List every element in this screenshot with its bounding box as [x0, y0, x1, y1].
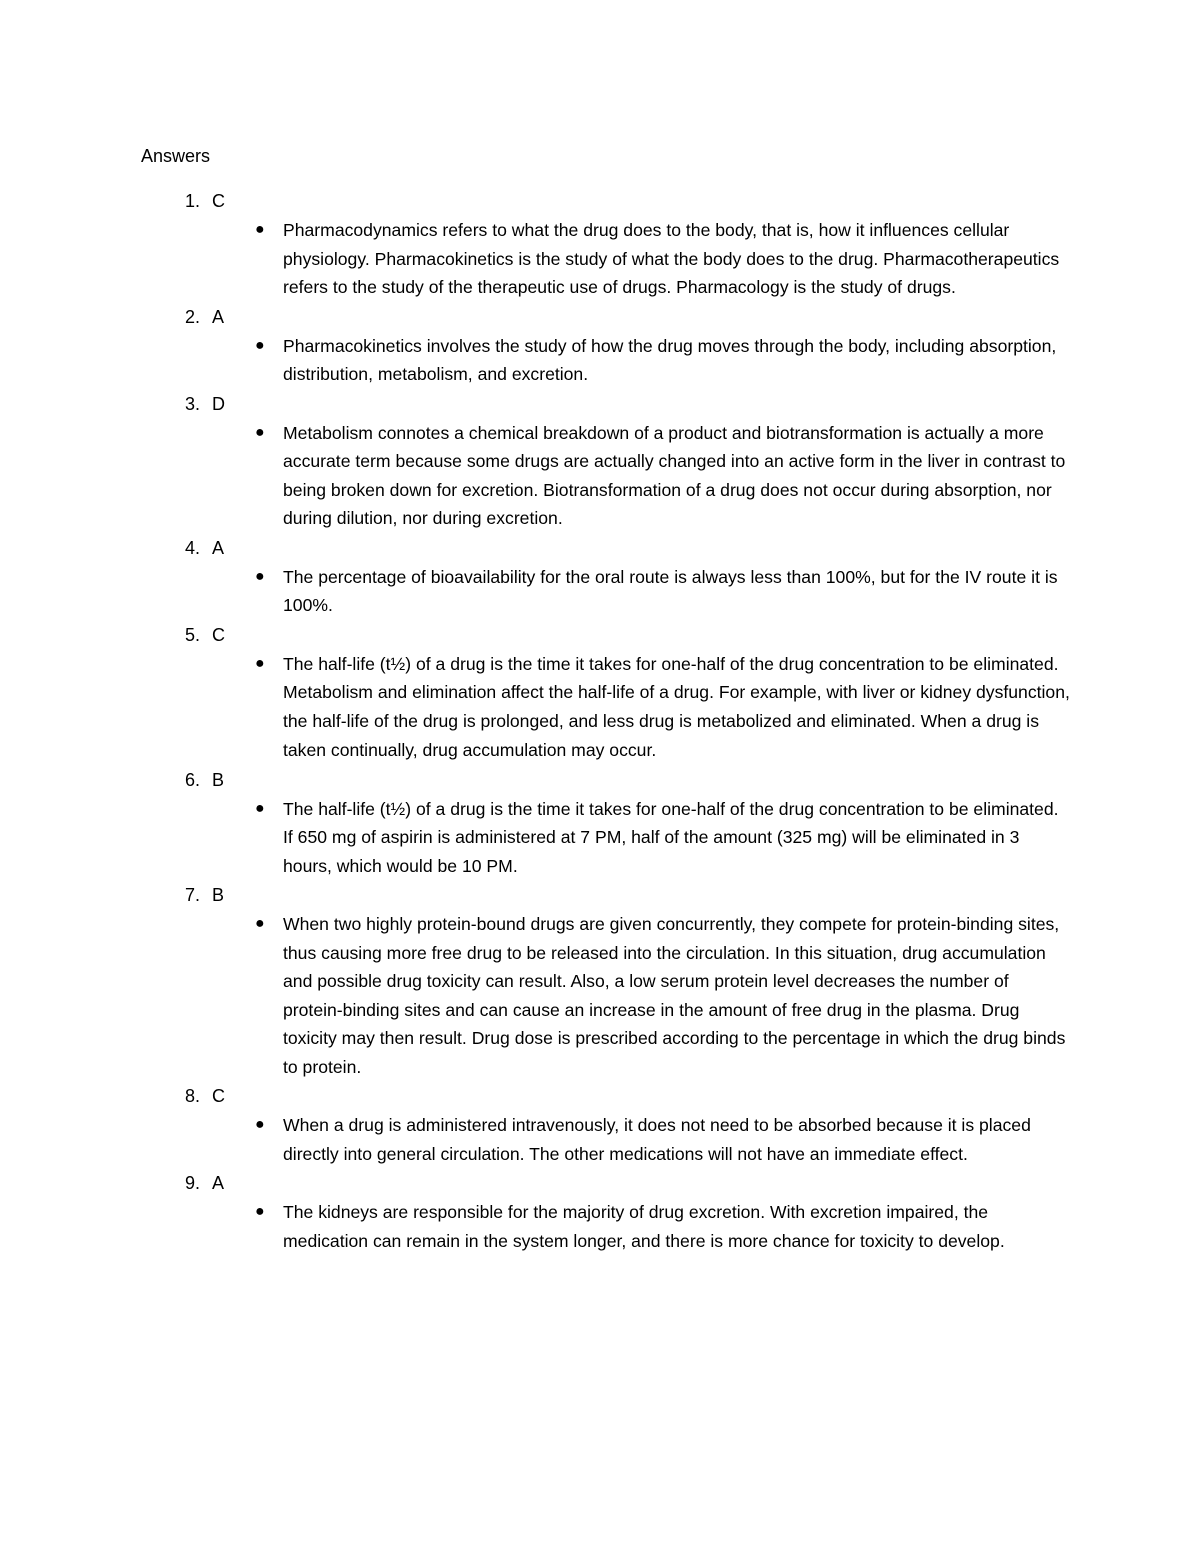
answer-item [0, 880, 1200, 1081]
bullet-icon: ● [255, 423, 265, 441]
rationale-text [255, 795, 1073, 881]
answer-letter: B [212, 885, 225, 906]
rationale-content: The percentage of bioavailability for the oral route is always less than 100%, but for the IV route it is 100%. [283, 566, 1058, 615]
answer-item [0, 186, 1200, 302]
rationale-text [255, 910, 1073, 1081]
rationale-list [0, 1111, 1200, 1168]
rationale-text [255, 563, 1073, 620]
rationale-list [0, 216, 1200, 302]
rationale-list [0, 419, 1200, 533]
answer-number: 9. [184, 1173, 200, 1194]
answer-number: 4. [184, 537, 200, 558]
document-heading: Answers [141, 146, 211, 166]
answer-item [0, 533, 1200, 620]
answer-number: 2. [184, 306, 200, 327]
rationale-content: Metabolism connotes a chemical breakdown of a product and biotransformation is actually a more accurate term because some drugs are actually changed into an active form in the liver in contrast to being broken down for excretion. Biotransformation of a drug does not occur during absorption, nor during dilution, nor during excretion. [283, 422, 1066, 528]
rationale-list [0, 795, 1200, 881]
answer-letter: D [212, 393, 225, 414]
answer-letter: A [212, 1173, 225, 1194]
answer-number: 1. [184, 191, 200, 211]
bullet-icon: ● [255, 1203, 265, 1221]
rationale-content: The kidneys are responsible for the majority of drug excretion. With excretion impaired, the medication can remain in the system longer, and there is more chance for toxicity to develop. [283, 1202, 1005, 1251]
rationale-content: When two highly protein-bound drugs are given concurrently, they compete for protein-binding sites, thus causing more free drug to be released into the circulation. In this situation, drug accumulation and possible drug toxicity can result. Also, a low serum protein level decreases the number of protein-binding sites and can cause an increase in the amount of free drug in the plasma. Drug toxicity may then result. Drug dose is prescribed according to the percentage in which the drug binds to protein. [283, 914, 1066, 1077]
rationale-list [0, 910, 1200, 1081]
rationale-list [0, 650, 1200, 765]
answer-item [0, 389, 1200, 533]
rationale-text [255, 216, 1073, 302]
answer-item [0, 1081, 1200, 1168]
rationale-content: Pharmacokinetics involves the study of how the drug moves through the body, including absorption, distribution, metabolism, and excretion. [283, 335, 1057, 384]
bullet-icon: ● [255, 654, 265, 672]
answer-item [0, 302, 1200, 389]
rationale-text [255, 419, 1073, 533]
answer-letter: C [212, 1086, 225, 1107]
answer-item [0, 620, 1200, 765]
bullet-icon: ● [255, 567, 265, 585]
answer-letter: B [212, 769, 225, 790]
rationale-content: The half-life (t½) of a drug is the time it takes for one-half of the drug concentration to be eliminated. Metabolism and elimination affect the half-life of a drug. For example, with liver or kidney dysfunction, the half-life of the drug is prolonged, and less drug is metabolized and eliminated. When a drug is taken continually, drug accumulation may occur. [283, 653, 1070, 760]
answer-number: 7. [184, 885, 200, 906]
answer-letter: C [212, 191, 225, 211]
rationale-text [255, 650, 1073, 765]
rationale-text [255, 1198, 1073, 1255]
rationale-list [0, 332, 1200, 389]
bullet-icon: ● [255, 799, 265, 817]
answer-number: 8. [184, 1086, 200, 1107]
bullet-icon: ● [255, 1116, 265, 1134]
answer-letter: A [212, 306, 225, 327]
bullet-icon: ● [255, 221, 265, 238]
answer-letter: A [212, 537, 225, 558]
answer-number: 3. [184, 393, 200, 414]
rationale-content: When a drug is administered intravenously, it does not need to be absorbed because it is placed directly into general circulation. The other medications will not have an immediate effect. [283, 1115, 1031, 1164]
answer-letter: C [212, 624, 225, 645]
answer-item [0, 1168, 1200, 1255]
rationale-text [255, 1111, 1073, 1168]
answer-item [0, 765, 1200, 881]
answer-number: 5. [184, 624, 200, 645]
rationale-text [255, 332, 1073, 389]
rationale-content: The half-life (t½) of a drug is the time it takes for one-half of the drug concentration to be eliminated. If 650 mg of aspirin is administered at 7 PM, half of the amount (325 mg) will be eliminated in 3 hours, which would be 10 PM. [283, 798, 1059, 876]
answer-list [0, 186, 1200, 1255]
rationale-content: Pharmacodynamics refers to what the drug does to the body, that is, how it influences cellular physiology. Pharmacokinetics is the study of what the body does to the drug. Pharmacotherapeutics refers to the study of the therapeutic use of drugs. Pharmacology is the study of drugs. [283, 220, 1060, 297]
bullet-icon: ● [255, 915, 265, 933]
rationale-list [0, 563, 1200, 620]
bullet-icon: ● [255, 336, 265, 354]
rationale-list [0, 1198, 1200, 1255]
answer-number: 6. [184, 769, 200, 790]
